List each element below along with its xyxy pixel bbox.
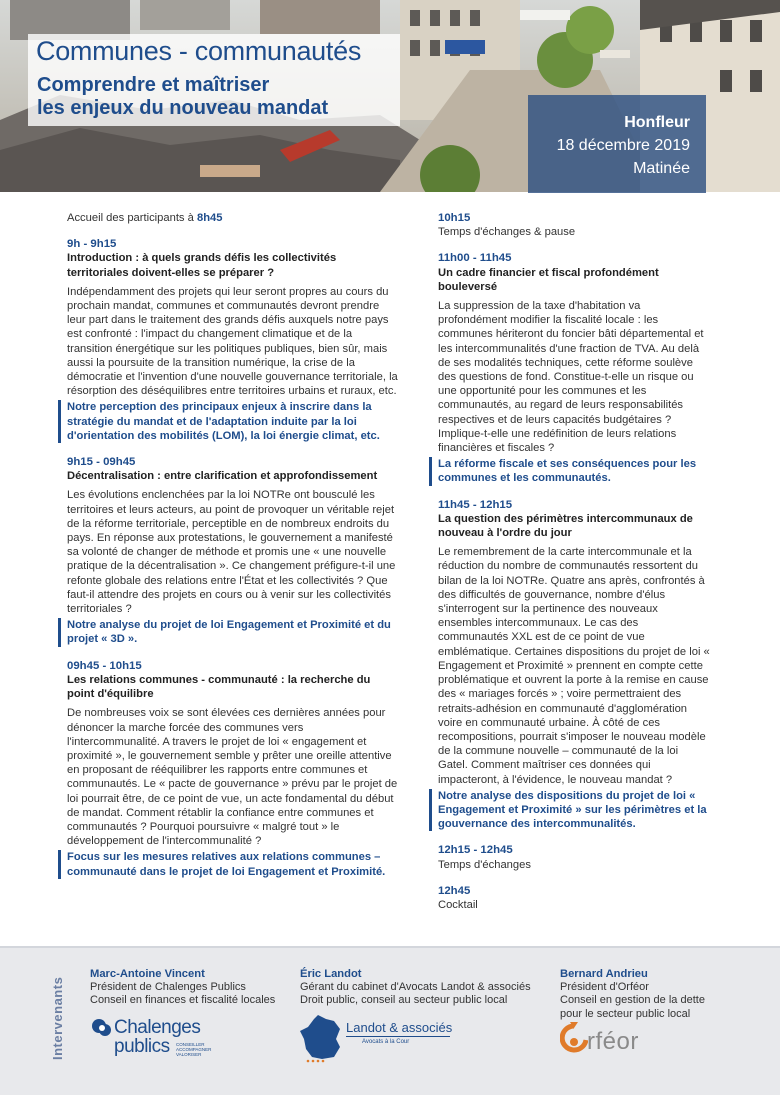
session-description: Le remembrement de la carte intercommunale et la réduction du nombre de communautés ressortent du bilan de la loi NOTRe. Quatre ans après, confrontés à des difficultés de gouvernance, nombre d'élus s'interrogent sur la pertinence des nouveaux ensembles intercommunaux. Le cas des communautés XXL est de ce point de vue emblématique. Certaines dispositions du projet de loi « Engagement et Proximité » prennent en compte cette problématique et ouvrent la porte à la remise en cause des « mariages forcés » ; voire permettraient des retraits-adhésion en communauté d'agglomération voire en communauté urbaine. À côté de ces recompositions, pourrait s'imposer le nouveau modèle de la commune nouvelle – communauté de la loi Gatel. Comment maîtriser ces données qui impacteront, à l'évidence, le nouveau mandat ? (438, 546, 710, 786)
chalenges-logo-tagline: CONSEILLER ACCOMPAGNER VALORISER (176, 1042, 212, 1057)
speaker-expertise: Conseil en gestion de la dette (560, 994, 705, 1007)
session-focus: Focus sur les mesures relatives aux relations communes – communauté dans le projet de loi Engagement et Proximité. (58, 850, 399, 878)
program-left-column (67, 211, 399, 891)
speaker-expertise: Droit public, conseil au secteur public local (300, 994, 508, 1007)
session-description: Les évolutions enclenchées par la loi NOTRe ont bousculé les territoires et leurs acteurs, au point de provoquer un véritable rejet de la réforme territoriale, perceptible en de nombreux endroits du pays. En réponse aux protestations, le gouvernement a manifesté sa volonté de changer de méthode et promis une « une nouvelle pratique de la décentralisation ». Ce changement préfigure-t-il une refonte globale des relations entre l'État et les collectivités ? Que faut-il attendre des projets en cours ou à venir sur les collectivités territoriales ? (67, 489, 396, 616)
session-block (67, 237, 399, 443)
landot-logo-name: Landot & associés (346, 1020, 453, 1035)
session-time: 11h45 - 12h15 (438, 498, 513, 511)
welcome-time: 8h45 (196, 212, 223, 224)
session-focus: Notre perception des principaux enjeux à inscrire dans la stratégie du mandat et de l'adaptation induite par la loi d'orientation des mobilités (LOM), la loi énergie climat, etc. (58, 400, 399, 443)
session-description: De nombreuses voix se sont élevées ces dernières années pour dénoncer la marche forcée des communes vers l'intercommunalité. A travers le projet de loi « engagement et proximité », le gouvernement semble y prêter une oreille attentive en proposant de rééquilibrer les rapports entre communes et communautés. Le « pacte de gouvernance » prévu par le projet de loi pourrait être, de ce point de vue, un acte fondamental du début de mandat. Comment rétablir la confiance entre communes et communautés ? Pourquoi poursuivre « malgré tout » le développement de l'intercommunalité ? (67, 707, 398, 848)
session-title: Introduction : à quels grands défis les collectivités territoriales doivent-elles se préparer ? (67, 252, 337, 279)
speaker-role: Gérant du cabinet d'Avocats Landot & associés (300, 981, 531, 994)
session-time: 9h - 9h15 (67, 238, 117, 251)
session-time: 12h45 (438, 884, 471, 897)
speaker-expertise: Conseil en finances et fiscalité locales (90, 994, 276, 1007)
speaker-name: Marc-Antoine Vincent (90, 968, 205, 980)
welcome-line (67, 211, 399, 225)
program-right-column (438, 211, 710, 924)
speaker-name: Éric Landot (300, 968, 362, 980)
session-description: La suppression de la taxe d'habitation va profondément modifier la fiscalité locale : les communes hériteront du foncier bâti départemental et les intercommunalités d'une fraction de TVA. Au delà de ses modalités techniques, cette réforme soulève des questions de fond. Constitue-t-elle un risque ou une opportunité pour les communes et les communautés, au regard de leurs responsabilités respectives et de leurs capacités budgétaires ? Implique-t-elle une redéfinition de leurs relations financières et fiscales ? (438, 300, 704, 455)
session-title: Un cadre financier et fiscal profondément bouleversé (438, 266, 659, 293)
session-time: 10h15 (438, 212, 471, 224)
session-time: 09h45 - 10h15 (67, 659, 142, 672)
speaker-card (300, 968, 540, 1008)
session-label: Cocktail (438, 898, 478, 911)
chalenges-logo-word1: Chalenges (114, 1017, 201, 1038)
speaker-role: Président d'Orféor (560, 981, 649, 994)
session-label: Temps d'échanges & pause (438, 226, 576, 239)
session-focus: Notre analyse du projet de loi Engagement et Proximité et du projet « 3D ». (58, 618, 399, 646)
session-time: 12h15 - 12h45 (438, 844, 513, 857)
session-block (67, 455, 399, 647)
chalenges-publics-logo-icon (90, 1016, 114, 1040)
session-time: 11h00 - 11h45 (438, 252, 512, 265)
france-map-icon (300, 1013, 344, 1063)
event-city: Honfleur (624, 114, 690, 131)
speaker-card (560, 968, 760, 1021)
orfeor-logo-icon (560, 1022, 588, 1056)
session-title: La question des périmètres intercommunaux de nouveau à l'ordre du jour (438, 512, 693, 540)
session-title: Décentralisation : entre clarification et approfondissement (67, 470, 378, 483)
orfeor-logo-name: rféor (587, 1028, 639, 1055)
chalenges-logo-word2: publics (114, 1036, 170, 1057)
landot-logo-divider (346, 1036, 450, 1037)
session-block (438, 884, 710, 912)
session-focus: Notre analyse des dispositions du projet de loi « Engagement et Proximité » sur les périmètres et la gouvernance des intercommunalités. (429, 789, 710, 832)
session-block (438, 843, 710, 871)
session-block (67, 659, 399, 879)
session-focus: La réforme fiscale et ses conséquences pour les communes et les communautés. (429, 457, 710, 485)
session-time: 9h15 - 09h45 (67, 456, 136, 469)
speaker-name: Bernard Andrieu (560, 968, 648, 980)
page-subtitle-line1: Comprendre et maîtriser (37, 74, 270, 96)
speaker-card (90, 968, 290, 1008)
session-block (438, 498, 710, 832)
session-title: Les relations communes - communauté : la recherche du point d'équilibre (67, 673, 371, 701)
speakers-label: Intervenants (50, 976, 65, 1060)
session-label: Temps d'échanges (438, 858, 531, 871)
event-time-of-day: Matinée (633, 160, 690, 177)
landot-logo-tagline: Avocats à la Cour (362, 1039, 410, 1045)
speaker-role: Président de Chalenges Publics (90, 981, 246, 994)
page-title: Communes - communautés (36, 36, 362, 66)
welcome-text: Accueil des participants à (67, 212, 197, 224)
page-subtitle-line2: les enjeux du nouveau mandat (37, 97, 329, 119)
speaker-expertise-2: pour le secteur public local (560, 1007, 691, 1020)
session-block (438, 211, 710, 239)
session-block (438, 251, 710, 485)
session-description: Indépendamment des projets qui leur seront propres au cours du prochain mandat, communes et communautés devront prendre leur part dans le traitement des grands défis auxquels notre pays est confronté : l'impact du changement climatique et de la transition énergétique sur les politiques publiques, bien sûr, mais aussi la poursuite de la transition numérique, la crise de la démocratie et l'invention d'une nouvelle gouvernance territoriale, la résorption des déséquilibres entre territoires urbains et ruraux, etc. (67, 285, 398, 398)
event-date: 18 décembre 2019 (556, 137, 690, 154)
